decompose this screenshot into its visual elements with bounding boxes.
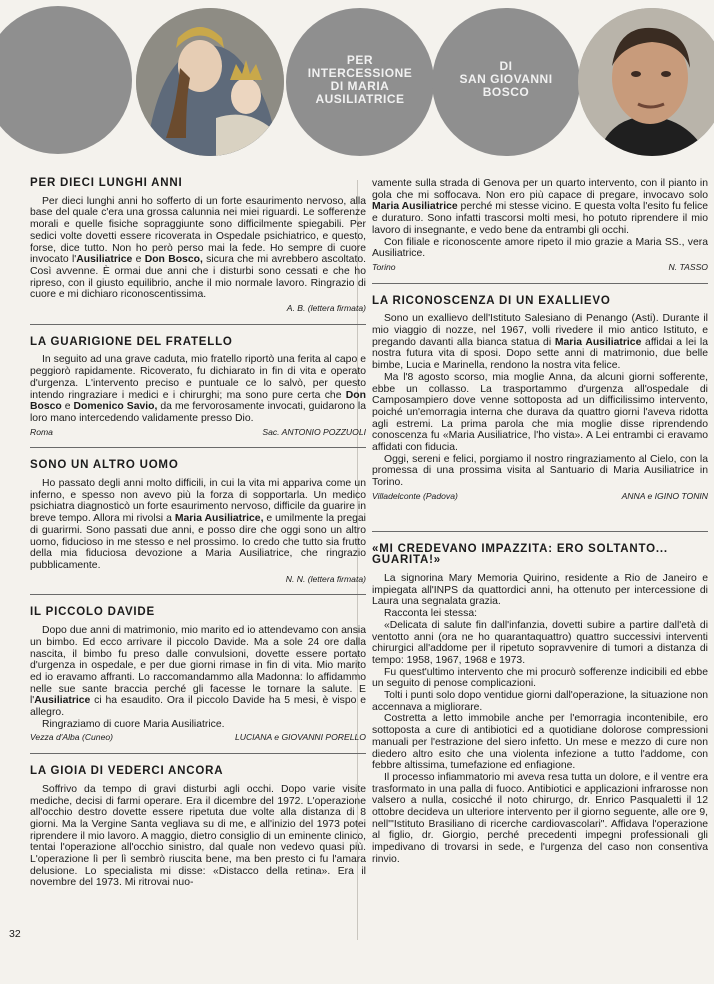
header-subtitle-line-2: SAN GIOVANNI [459,72,553,86]
article-title: SONO UN ALTRO UOMO [30,459,179,472]
article-title: LA GUARIGIONE DEL FRATELLO [30,335,233,348]
article-paragraph: Per dieci lunghi anni ho sofferto di un forte esaurimento nervoso, alla base del quale c'era una grossa calunnia nei miei riguardi. Le sofferenze morali e quelle fisiche sopraggiunte sono difficilmente spiegabili. Per sedici volte dovetti essere ricoverata in Ospedale psichiatrico, e questo, forse, dice tutto. Non ho però perso mai la fede. Ho sempre di cuore invocato l'Ausiliatrice e Don Bosco, sicura che mi avrebbero ascoltato. Così avvenne. È ormai due anni che i disturbi sono cessati e che ho ripreso, con il giusto equilibrio, anche il mio normale lavoro. Ringrazio di cuore e mi dichiaro riconoscentissima. [30,195,366,301]
article-signature: N. N. (lettera firmata) [285,573,366,584]
article-title: IL PICCOLO DAVIDE [30,606,155,619]
article-dieci-anni [30,178,366,315]
article-signature: Torino N. TASSO [372,261,708,272]
article-paragraph: Racconta lei stessa: [384,608,477,620]
article-signature: A. B. (lettera firmata) [286,303,366,314]
article-paragraph: Costretta a letto immobile anche per l'emorragia incontenibile, ero sottoposta a cure di antibiotici ed a quotidiane dolorose compressioni manuali per l'estrazione del siero infetto. Un mese e mezzo di cure non diedero altro esito che una violenta infezione a tutto l'addome, con febbre altissima, tumefazione ed enfiagione. [372,713,708,772]
article-impazzita [372,544,708,866]
header-subtitle-line-3: BOSCO [482,85,530,99]
article-paragraph: Ma l'8 agosto scorso, mia moglie Anna, da alcuni giorni sofferente, ebbe un collasso. La trasportammo d'urgenza all'ospedale di Camposampiero dove venne sottoposta ad un difficilissimo intervento, poiché un'emorragia interna che durava da quattro giorni l'aveva ridotta agli estremi. La prima parola che mia moglie disse riprendendo conoscenza fu «Maria Ausiliatrice, l'ho vista». A Lei entrambi ci eravamo affidati con fiducia. [372,371,708,454]
article-signature: Villadelconte (Padova) ANNA e IGINO TONIN [372,490,708,501]
article-title: LA GIOIA DI VEDERCI ANCORA [30,765,224,778]
article-paragraph: Fu quest'ultimo intervento che mi procurò sofferenze indicibili ed ebbe un seguito di penose complicazioni. [372,666,708,690]
article-title: «MI CREDEVANO IMPAZZITA: ERO SOLTANTO... GUARITA!» [372,542,668,567]
article-paragraph: Oggi, sereni e felici, porgiamo il nostro ringraziamento al Cielo, con la promessa di una prossima visita al Santuario di Maria Ausiliatrice in Torino. [372,453,708,489]
article-separator [30,594,366,595]
article-paragraph: Ringraziamo di cuore Maria Ausiliatrice. [42,718,225,730]
article-paragraph: Dopo due anni di matrimonio, mio marito ed io attendevamo con ansia un bimbo. Ed ecco arrivare il piccolo Davide. Ma a sole 24 ore dalla nascita, il bimbo fu preso dalle convulsioni, dovette essere portato d'urgenza in ospedale, e per due giorni rimase in fin di vita. Mio marito ed io eravamo affranti. Lo raccomandammo alla Madonna: lo affidammo nelle sue sante braccia perché gli facesse le tornare la salute. E l'Ausiliatrice ci ha esaudito. Ora il piccolo Davide ha 5 mesi, è vispo e allegro. [30,625,366,719]
left-column [30,178,366,889]
header-title-line-3: DI MARIA [330,79,390,93]
article-gioia [30,766,366,889]
article-separator [30,324,366,325]
article-paragraph: Tolti i punti solo dopo ventidue giorni dall'operazione, la situazione non accennava a migliorare. [372,690,708,713]
don-bosco-portrait [578,8,714,156]
article-title: LA RICONOSCENZA DI UN EXALLIEVO [372,294,611,307]
article-paragraph: vamente sulla strada di Genova per un quarto intervento, con il pianto in gola che mi soffocava. Non ero più capace di pregare, invocavo solo Maria Ausiliatrice perché mi stesse vicino. E questa volta l'esito fu felice e duraturo. Sono infatti trascorsi molti mesi, ho potuto riprendere il mio lavoro di insegnante, e vedo bene da entrambi gli occhi. [372,178,708,236]
portrait-illustration [578,8,714,156]
right-column [372,178,708,866]
header-title-line-4: AUSILIATRICE [315,92,405,106]
article-separator [30,447,366,448]
article-paragraph: Soffrivo da tempo di gravi disturbi agli occhi. Dopo varie visite mediche, decisi di farmi operare. Era il dicembre del 1972. L'operazione all'occhio destro dovette essere ripetuta due volte alla distanza di 8 giorni. Ma la Vergine Santa vegliava su di me, e all'inizio del 1973 potei riprendere il mio lavoro. A maggio, dietro consiglio di un eminente clinico, tentai l'operazione all'occhio sinistro, dal quale non vedevo quasi più. L'operazione lì per lì sembrò riuscita bene, ma ben presto ci fu l'amara delusione. Lo specialista mi disse: «Distacco della retina». Era il novembre del 1973. Mi ritrovai nuo- [30,783,366,889]
article-paragraph: Il processo infiammatorio mi aveva resa tutta un dolore, e il ventre era trasformato in una palla di fuoco. Antibiotici e applicazioni infrarosse non valsero a nulla, cosicché il noto chirurgo, dr. Enrico Pasqualetti il 12 ottobre decideva un ulteriore intervento per il giorno seguente, alle ore 9, nell'"Istituto Brasiliano di ricerche cardiovascolari". Affidava l'operazione al figlio, dr. Giorgio, perché precedenti impegni professionali gli impedivano di trovarsi in sede, e l'urgenza del caso non consentiva rinvio. [372,771,708,865]
article-paragraph: In seguito ad una grave caduta, mio fratello riportò una ferita al capo e peggiorò rapidamente. Ricoverato, fu dichiarato in fin di vita e operato d'urgenza. L'intervento preciso e puntuale ce lo salvò, per questo intendo ringraziare i medici e i chirurghi; ma sono pure certa che Don Bosco e Domenico Savio, da me fervorosamente invocati, guidarono la loro mano intercedendo validamente presso Dio. [30,354,366,424]
article-signature: Roma Sac. ANTONIO POZZUOLI [30,426,366,437]
article-paragraph: Con filiale e riconoscente amore ripeto il mio grazie a Maria SS., vera Ausiliatrice. [372,236,708,260]
header-circle-title [286,8,434,156]
header-title-line-1: PER [346,53,374,67]
article-separator [30,753,366,754]
article-separator [372,531,708,532]
madonna-child-image [136,8,284,156]
article-separator [372,283,708,284]
header-circle-subtitle [432,8,580,156]
page-number: 32 [9,928,21,940]
article-exallievo [372,296,708,503]
header-subtitle-line-1: DI [499,59,513,73]
article-paragraph: «Delicata di salute fin dall'infanzia, dovetti subire a partire dall'età di ventotto anni (ora ne ho quarantaquattro) quattro successivi interventi chirurgici all'addome per il ripetuto sopravvenire di tumori a distanza di tempo: 1958, 1967, 1968 e 1973. [372,619,708,666]
madonna-child-illustration [136,8,284,156]
article-guarigione [30,337,366,439]
article-paragraph: Ho passato degli anni molto difficili, in cui la vita mi appariva come un inferno, e spesso non avevo più la forza di sopportarla. Un medico psichiatra diagnosticò un forte esaurimento nervoso, difficile da guarire in breve tempo. Allora mi rivolsi a Maria Ausiliatrice, e umilmente la pregai di guarirmi. Sono passati due anni, e posso dire che oggi sono un altro uomo, fiducioso in me stesso e nel prossimo. Io credo che tutto sia frutto della mia fiduciosa devozione a Maria Ausiliatrice, che ringrazio pubblicamente. [30,478,366,571]
article-altro-uomo [30,460,366,585]
header-title-line-2: INTERCESSIONE [307,66,413,80]
article-paragraph: Sono un exallievo dell'Istituto Salesiano di Penango (Asti). Durante il mio viaggio di nozze, nel 1967, volli rivedere il mio antico Istituto, e pregando davanti alla bianca statua di Maria Ausiliatrice affidai a lei la nostra futura vita di sposi. Dopo sette anni di matrimonio, due belle bimbe, Lucia e Marinella, rendono la nostra vita felice. [372,313,708,372]
article-signature: Vezza d'Alba (Cuneo) LUCIANA e GIOVANNI PORELLO [30,732,366,743]
article-piccolo-davide [30,607,366,744]
article-gioia-continued [372,178,708,274]
header-banner [0,0,714,160]
article-paragraph: La signorina Mary Memoria Quirino, residente a Rio de Janeiro e impiegata all'INPS da quattordici anni, ha ottenuto per intercessione di Laura una segnalata grazia. [372,572,708,608]
article-title: PER DIECI LUNGHI ANNI [30,177,183,189]
header-circle-grey [0,6,132,154]
